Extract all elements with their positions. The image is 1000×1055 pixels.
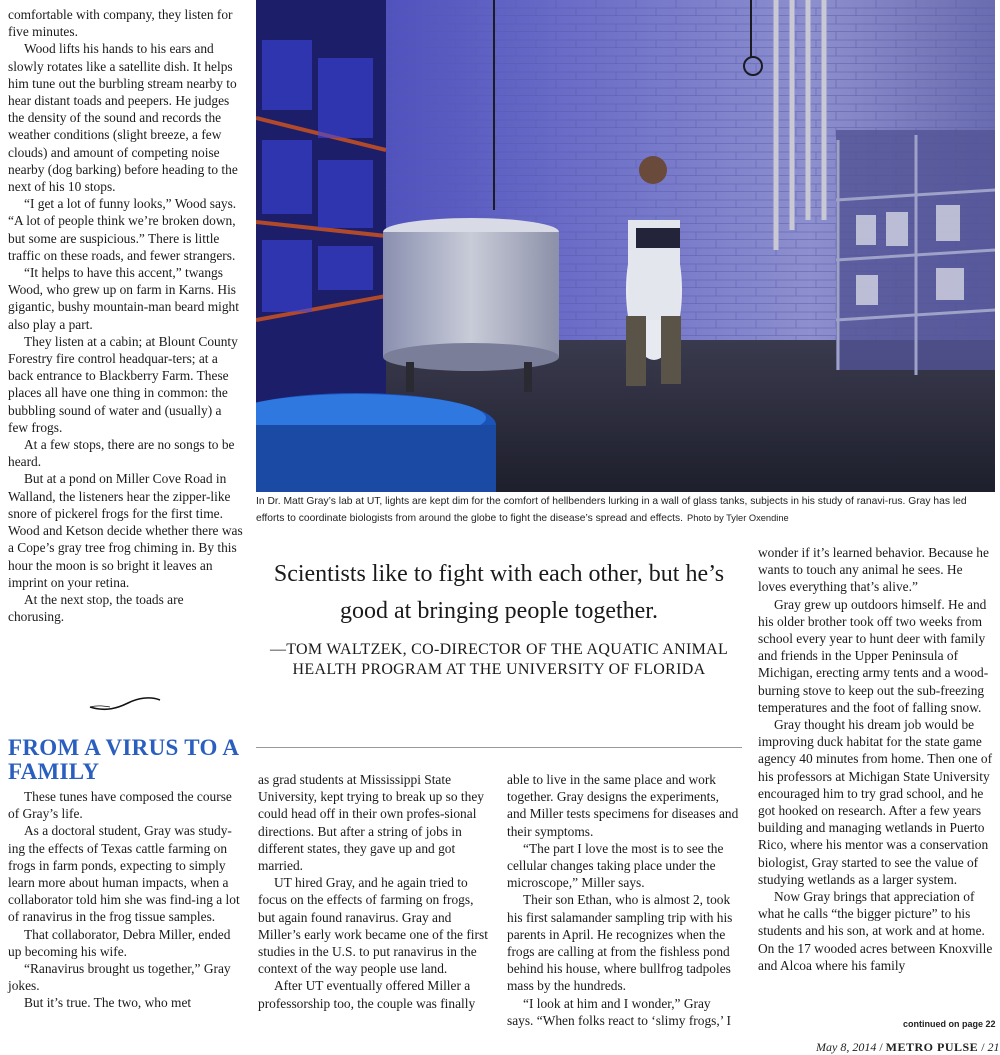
paragraph: These tunes have composed the course of Gray’s life. bbox=[8, 789, 232, 822]
paragraph: “I get a lot of funny looks,” Wood says. “A lot of people think we’re broken down, but some are suspicious.” There is little traffic on these roads, and fewer strangers. bbox=[8, 196, 237, 263]
article-column-2 bbox=[258, 771, 490, 1012]
photo-caption bbox=[256, 494, 995, 527]
paragraph: as grad students at Mississippi State University, kept trying to break up so they could head off in their own profes-sional directions. But after a string of jobs in different states, they gave up and got married. bbox=[258, 772, 484, 874]
continued-note: continued on page 22 bbox=[903, 1019, 996, 1029]
paragraph: “It helps to have this accent,” twangs Wood, who grew up on farm in Karns. His gigantic, bushy mountain-man beard might also play a part. bbox=[8, 265, 239, 332]
paragraph: But at a pond on Miller Cove Road in Walland, the listeners hear the zipper-like snore of pickerel frogs for the first time. Wood and Ketson decide whether there was a Cope’s gray tree frog chiming in. By this hour the moon is so bright it leaves an imprint on your retina. bbox=[8, 471, 243, 590]
page-footer bbox=[816, 1040, 1000, 1055]
paragraph: “Ranavirus brought us together,” Gray jokes. bbox=[8, 961, 231, 994]
paragraph: wonder if it’s learned behavior. Because he wants to touch any animal he sees. He loves everything that’s alive.” bbox=[758, 545, 989, 595]
section-heading: FROM A VIRUS TO A FAMILY bbox=[8, 735, 239, 784]
flourish-divider-icon bbox=[88, 694, 162, 714]
paragraph: UT hired Gray, and he again tried to focus on the effects of farming on frogs, but again found ranavirus. Gray and Miller’s early work became one of the first studies in the U.S. to put ranavirus in the context of the way people use land. bbox=[258, 875, 488, 977]
paragraph: As a doctoral student, Gray was study-ing the effects of Texas cattle farming on frogs in farm ponds, expecting to simply learn more about human impacts, when a collaborator told him she was find-ing a lot of ranavirus in the frog tissue samples. bbox=[8, 823, 240, 925]
photo-credit: Photo by Tyler Oxendine bbox=[687, 513, 789, 523]
paragraph: Their son Ethan, who is almost 2, took his first salamander sampling trip with his parents in April. He recognizes when the frogs are calling at from the fishless pond behind his house, where bullfrog tadpoles mass by the hundreds. bbox=[507, 892, 733, 994]
paragraph: That collaborator, Debra Miller, ended up becoming his wife. bbox=[8, 926, 231, 959]
article-column-1-top bbox=[8, 6, 243, 625]
paragraph: Wood lifts his hands to his ears and slowly rotates like a satellite dish. It helps him tune out the burbling stream nearby to hear distant toads and peepers. He judges the density of the sound and records the weather conditions (slight breeze, a few clouds) and amount of competing noise nearby (dog barking) before heading to the next of his 10 stops. bbox=[8, 41, 238, 195]
article-column-4 bbox=[758, 544, 993, 974]
paragraph: able to live in the same place and work together. Gray designs the experiments, and Miller tests specimens for diseases and their symptoms. bbox=[507, 772, 739, 839]
footer-separator: / bbox=[879, 1040, 883, 1054]
paragraph: But it’s true. The two, who met bbox=[24, 995, 192, 1011]
paragraph: At a few stops, there are no songs to be heard. bbox=[8, 437, 235, 470]
article-column-3 bbox=[507, 771, 740, 1029]
lab-photo bbox=[256, 0, 995, 492]
paragraph: At the next stop, the toads are chorusing. bbox=[8, 591, 184, 625]
paragraph: After UT eventually offered Miller a professorship too, the couple was finally bbox=[258, 978, 476, 1011]
paragraph: comfortable with company, they listen for five minutes. bbox=[8, 7, 233, 40]
article-column-1-bottom bbox=[8, 788, 243, 1012]
paragraph: “I look at him and I wonder,” Gray says. “When folks react to ‘slimy frogs,’ I bbox=[507, 995, 731, 1028]
pull-quote bbox=[256, 556, 742, 680]
footer-page-number: 21 bbox=[987, 1040, 1000, 1054]
footer-date: May 8, 2014 bbox=[816, 1040, 877, 1054]
footer-separator: / bbox=[981, 1040, 985, 1054]
caption-text: In Dr. Matt Gray’s lab at UT, lights are kept dim for the comfort of hellbenders lurking in a wall of glass tanks, subjects in his study of ranavi-rus. Gray has led efforts to coordinate biologists from around the globe to fight the disease’s spread and effects. bbox=[256, 496, 967, 524]
paragraph: Gray thought his dream job would be improving duck habitat for the state game agency 40 minutes from home. Then one of his professors at Michigan State University encouraged him to try grad school, and he got hooked on research. After a few years building and managing wetlands in Puerto Rico, where his mentor was a conservation biologist, Gray started to see the value of studying wetlands as a larger system. bbox=[758, 717, 993, 887]
pull-quote-attribution: —TOM WALTZEK, CO-DIRECTOR OF THE AQUATIC ANIMAL HEALTH PROGRAM AT THE UNIVERSITY OF FLORIDA bbox=[269, 641, 729, 678]
pull-quote-rule bbox=[256, 747, 742, 748]
paragraph: “The part I love the most is to see the cellular changes taking place under the microscope,” Miller says. bbox=[507, 840, 724, 891]
paragraph: They listen at a cabin; at Blount County Forestry fire control headquar-ters; at a back entrance to Blackberry Farm. These places all have one thing in common: the bubbling sound of water and (usually) a few frogs. bbox=[8, 333, 238, 435]
footer-publication: METRO PULSE bbox=[885, 1040, 979, 1054]
paragraph: Gray grew up outdoors himself. He and his older brother took off two weeks from school every year to hunt deer with family and friends in the Upper Peninsula of Michigan, erecting army tents and a wood-burning stove to keep out the sub-freezing temperatures and the foot of falling snow. bbox=[758, 596, 989, 715]
paragraph: Now Gray brings that appreciation of what he calls “the bigger picture” to his students and his son, at work and at home. On the 17 wooded acres between Knoxville and Alcoa where his family bbox=[758, 889, 993, 973]
pull-quote-text: Scientists like to fight with each other, but he’s good at bringing people together. bbox=[273, 561, 725, 624]
